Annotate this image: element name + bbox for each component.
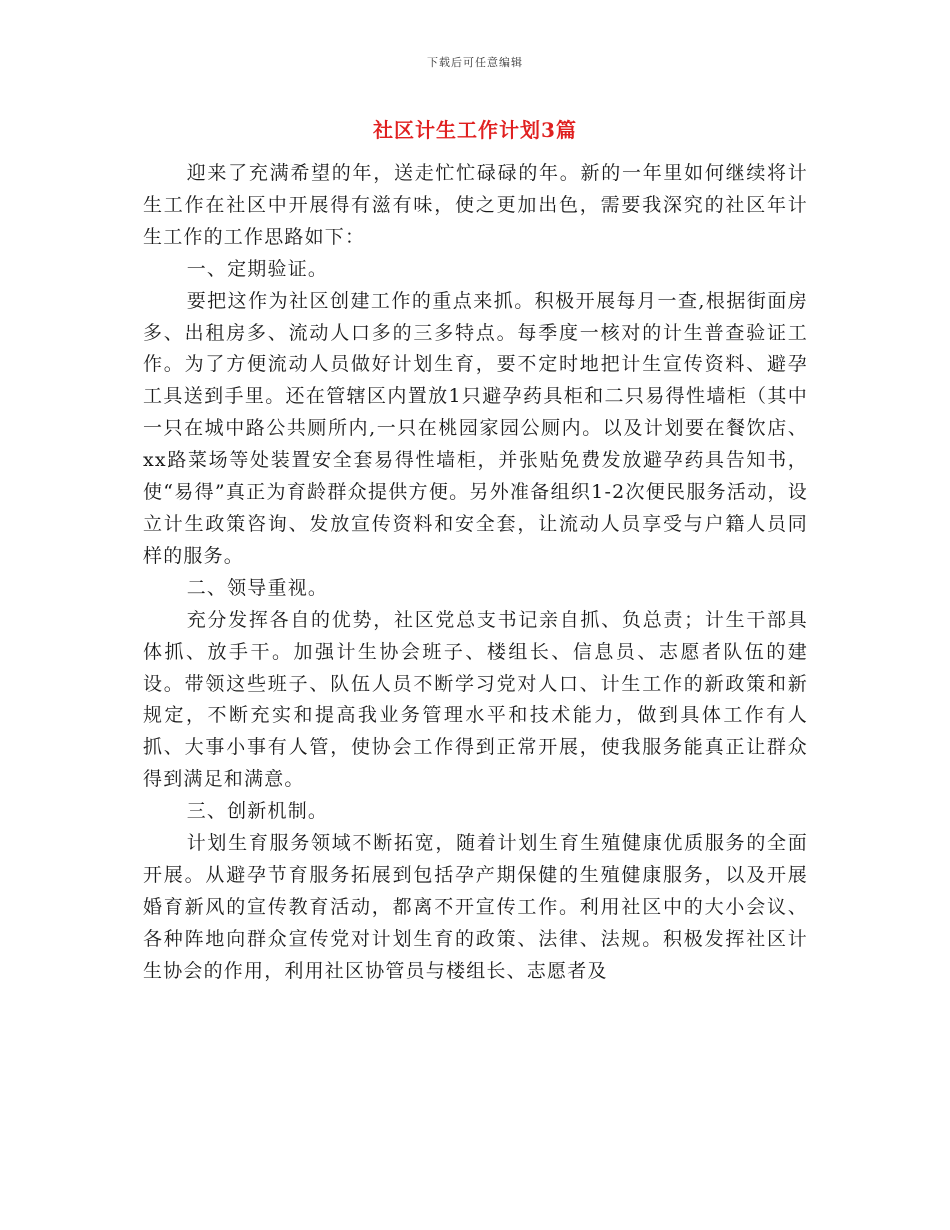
section-heading-3: 三、创新机制。 xyxy=(186,800,329,823)
page-header: 下载后可任意编辑 xyxy=(427,56,523,69)
intro-paragraph: 迎来了充满希望的年，送走忙忙碌碌的年。新的一年里如何继续将计生工作在社区中开展得有滋有味，使之更加出色，需要我深究的社区年计生工作的工作思路如下： xyxy=(143,162,808,248)
document-title: 社区计生工作计划3篇 xyxy=(373,118,577,142)
section-paragraph-1: 要把这作为社区创建工作的重点来抓。积极开展每月一查,根据街面房多、出租房多、流动人口多的三多特点。每季度一核对的计生普查验证工作。为了方便流动人员做好计划生育，要不定时地把计生宣传资料、避孕工具送到手里。还在管辖区内置放1只避孕药具柜和二只易得性墙柜（其中一只在城中路公共厕所内,一只在桃园家园公厕内。以及计划要在餐饮店、xx路菜场等处装置安全套易得性墙柜，并张贴免费发放避孕药具告知书，使“易得”真正为育龄群众提供方便。另外准备组织1-2次便民服务活动，设立计生政策咨询、发放宣传资料和安全套，让流动人员享受与户籍人员同样的服务。 xyxy=(143,289,808,567)
section-paragraph-2: 充分发挥各自的优势，社区党总支书记亲自抓、负总责；计生干部具体抓、放手干。加强计生协会班子、楼组长、信息员、志愿者队伍的建设。带领这些班子、队伍人员不断学习党对人口、计生工作的新政策和新规定，不断充实和提高我业务管理水平和技术能力，做到具体工作有人抓、大事小事有人管，使协会工作得到正常开展，使我服务能真正让群众得到满足和满意。 xyxy=(143,608,808,791)
section-paragraph-3: 计划生育服务领域不断拓宽，随着计划生育生殖健康优质服务的全面开展。从避孕节育服务拓展到包括孕产期保健的生殖健康服务，以及开展婚育新风的宣传教育活动，都离不开宣传工作。利用社区中的大小会议、各种阵地向群众宣传党对计划生育的政策、法律、法规。积极发挥社区计生协会的作用，利用社区协管员与楼组长、志愿者及 xyxy=(143,832,808,982)
section-heading-2: 二、领导重视。 xyxy=(186,576,329,599)
section-heading-1: 一、定期验证。 xyxy=(186,257,329,280)
document-body xyxy=(143,158,808,988)
